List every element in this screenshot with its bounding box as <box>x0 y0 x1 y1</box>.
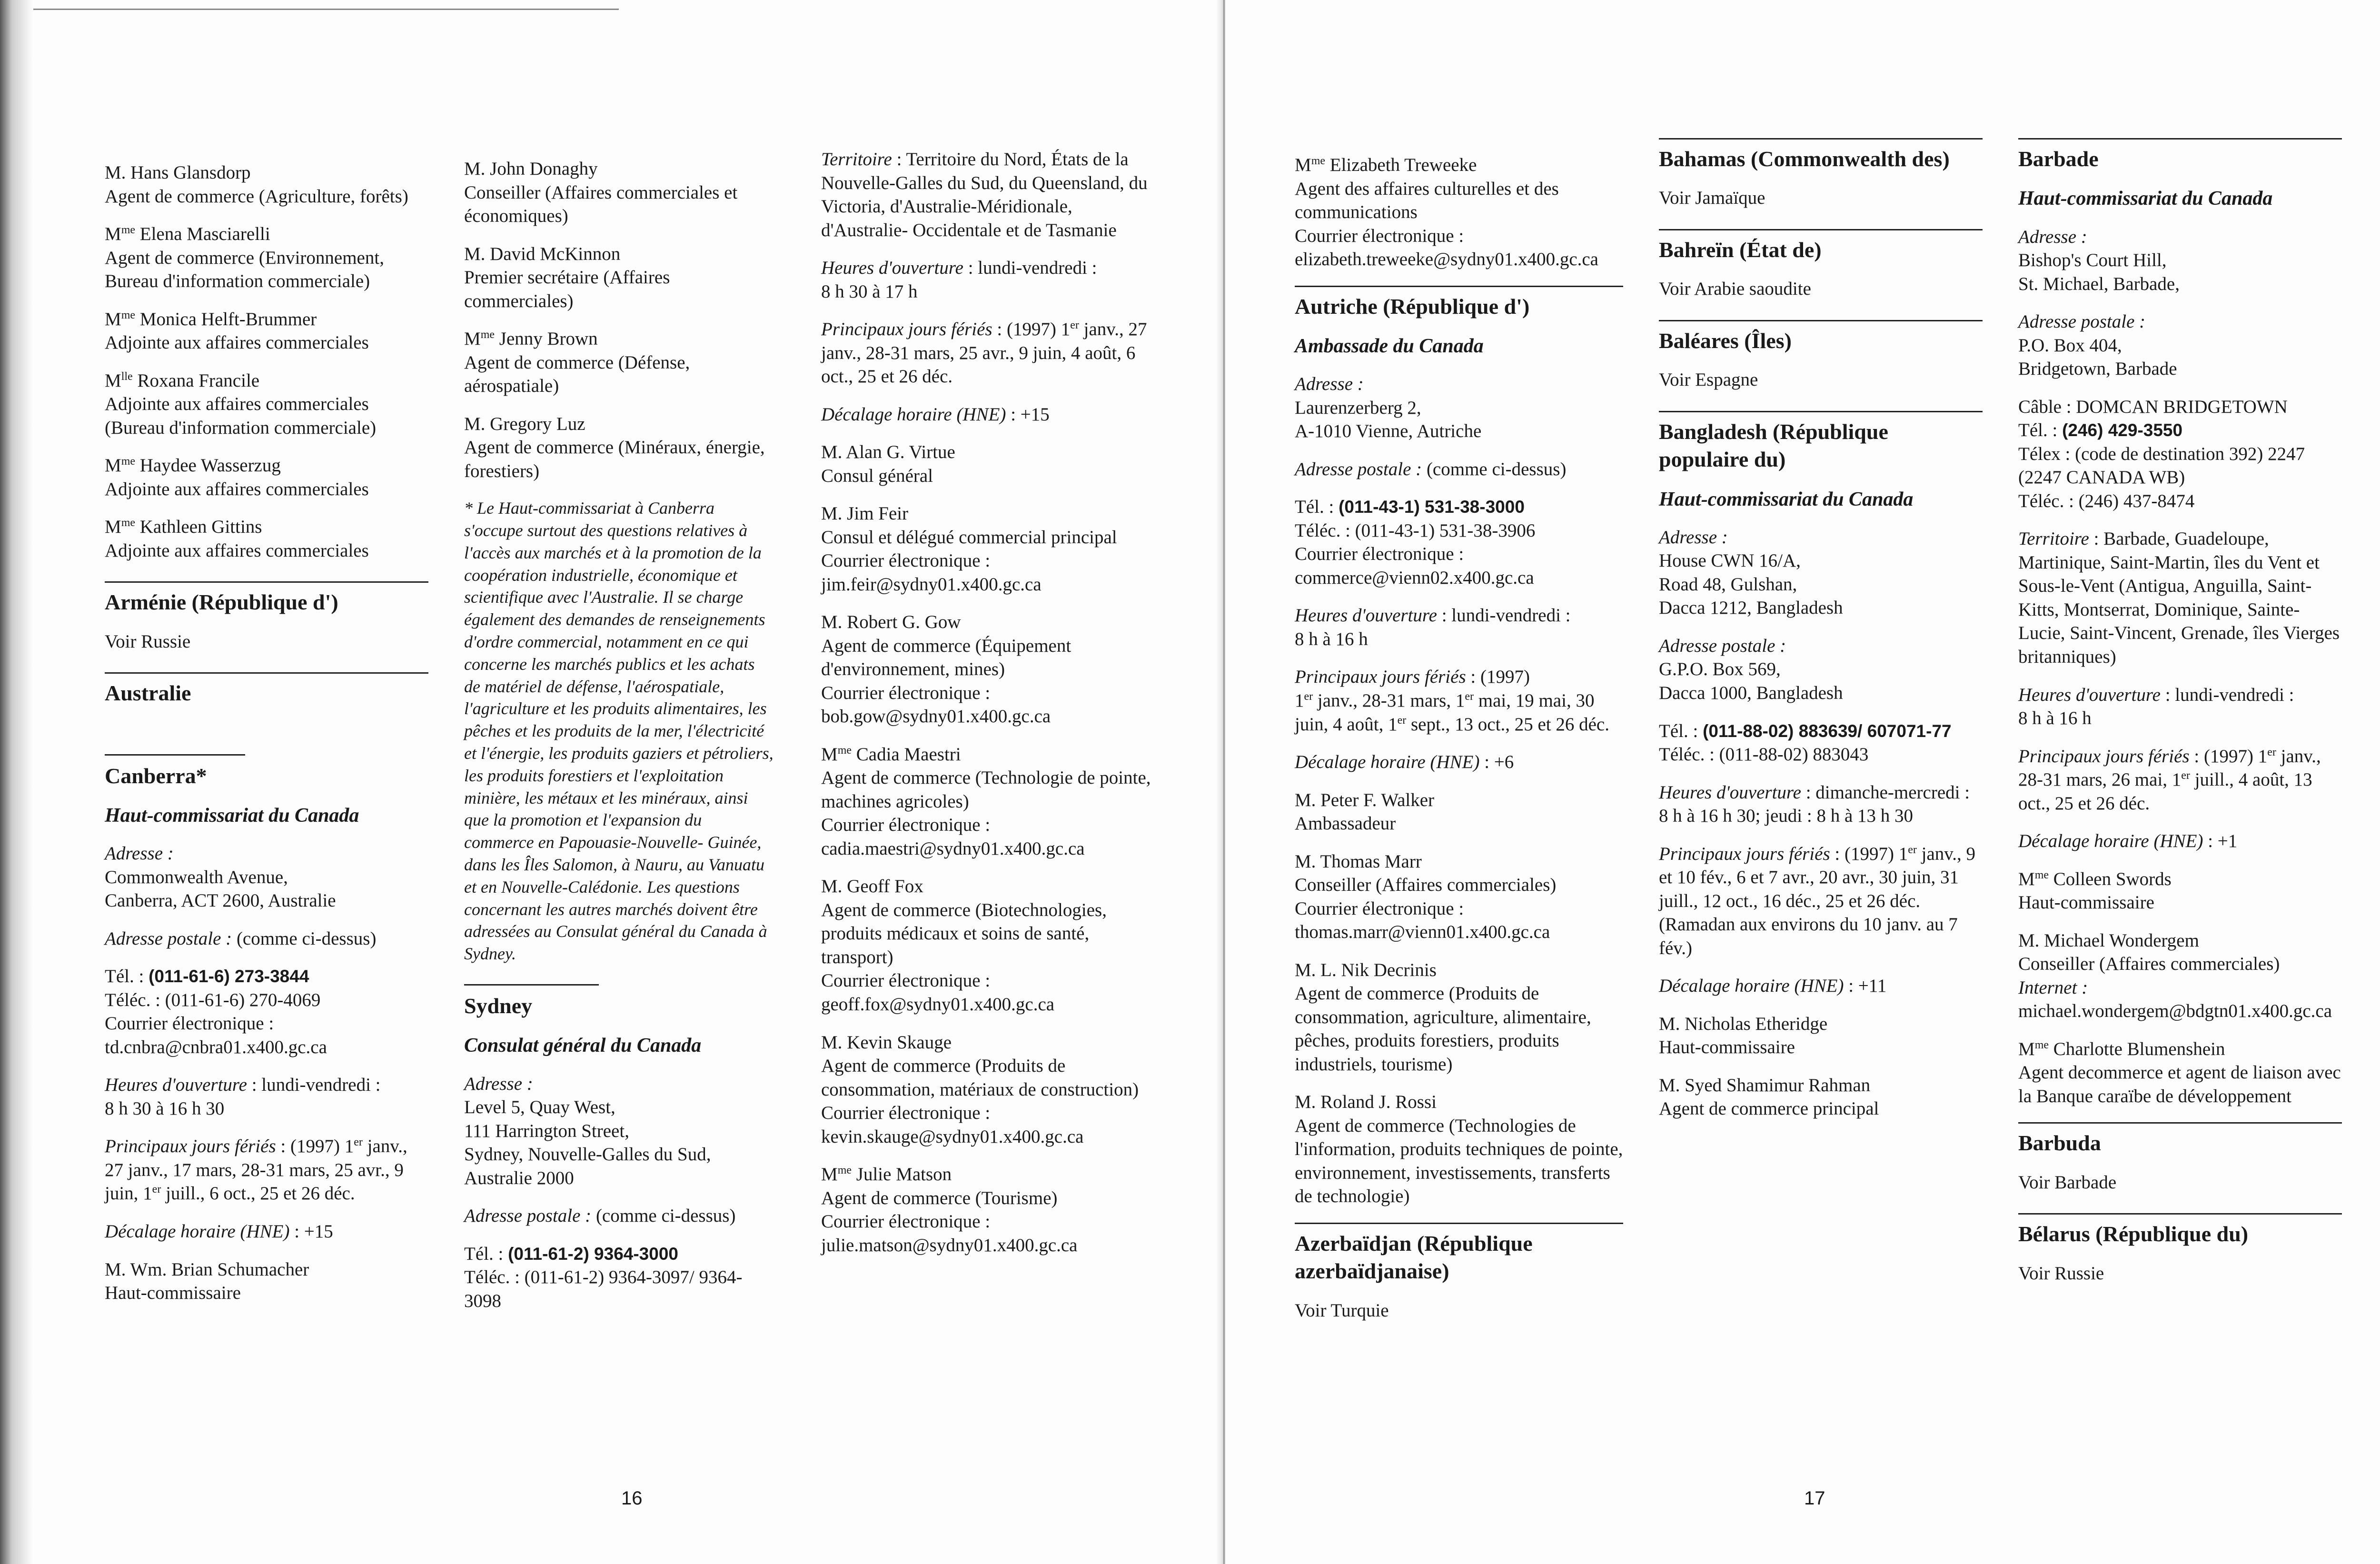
contact-block: Câble : DOMCAN BRIDGETOWN Tél. : (246) 429-3550 Télex : (code de destination 392) 2247 (2247 CANADA WB) Téléc. : (246) 437-8474 <box>2018 395 2342 513</box>
staff-title: Haut-commissaire <box>105 1283 241 1304</box>
staff-entry <box>105 308 428 355</box>
territory: Territoire : Territoire du Nord, États de la Nouvelle-Galles du Sud, du Queensland, du Victoria, d'Australie-Méridionale, d'Australie- Occidentale et de Tasmanie <box>821 149 1148 240</box>
opening-hours: Heures d'ouverture : lundi-vendredi : 8 h 30 à 16 h 30 <box>105 1075 381 1119</box>
staff-entry: M. Thomas Marr Conseiller (Affaires commerciales) Courrier électronique : thomas.marr@vienn01.x400.gc.ca <box>1295 851 1557 943</box>
staff-entry <box>105 161 428 208</box>
staff-entry: M. L. Nik Decrinis Agent de commerce (Produits de consommation, agriculture, alimentaire, pêches, produits forestiers, produits industriels, tourisme) <box>1295 959 1591 1075</box>
staff-name: M. Hans Glansdorp <box>105 162 251 183</box>
office-name: Haut-commissariat du Canada <box>1659 488 1914 510</box>
time-offset: Décalage horaire (HNE) : +11 <box>1659 976 1887 996</box>
staff-entry: M. Peter F. Walker Ambassadeur <box>1295 789 1435 834</box>
opening-hours: Heures d'ouverture : lundi-vendredi : 8 h à 16 h <box>1295 605 1571 649</box>
holidays: Principaux jours fériés : (1997) 1er janv., 28-31 mars, 26 mai, 1er juill., 4 août, 13 oct., 25 et 26 déc. <box>2018 746 2321 814</box>
staff-name: $M^{me}$ Haydee Wasserzug <box>105 455 281 476</box>
staff-entry: M. Roland J. Rossi Agent de commerce (Technologies de l'information, produits techniques de pointe, environnement, investissements, transferts de technologie) <box>1295 1092 1623 1207</box>
staff-entry <box>105 454 428 501</box>
staff-title: Agent de commerce (Agriculture, forêts) <box>105 186 408 207</box>
staff-entry: M. Kevin Skauge Agent de commerce (Produits de consommation, matériaux de construction) Courrier électronique : kevin.skauge@sydny01.x400.gc.ca <box>821 1032 1139 1147</box>
country-heading-autriche: Autriche (République d') <box>1295 286 1623 320</box>
country-heading-bangladesh: Bangladesh (République populaire du) <box>1659 411 1983 474</box>
address-line: Canberra, ACT 2600, Australie <box>105 890 336 911</box>
office-name: Haut-commissariat du Canada <box>105 804 359 827</box>
country-heading-australie: Australie <box>105 672 428 707</box>
right-page <box>1226 0 2380 1564</box>
see-reference: Voir Jamaïque <box>1659 188 1765 209</box>
page-number: 17 <box>1804 1488 1825 1509</box>
gutter-line <box>1223 0 1225 1564</box>
country-heading-belarus: Bélarus (République du) <box>2018 1213 2342 1248</box>
staff-entry <box>464 242 774 313</box>
office-name: Ambassade du Canada <box>1295 335 1484 357</box>
staff-name: $M^{lle}$ Roxana Francile <box>105 370 260 391</box>
country-heading-baleares: Baléares (Îles) <box>1659 320 1983 355</box>
staff-entry: M. Robert G. Gow Agent de commerce (Équipement d'environnement, mines) Courrier électronique : bob.gow@sydny01.x400.gc.ca <box>821 612 1071 727</box>
staff-name: M. Gregory Luz <box>464 413 585 434</box>
holidays: Principaux jours fériés : (1997) 1er janv., 9 et 10 fév., 6 et 7 avr., 20 avr., 30 juin, 31 juill., 12 oct., 16 déc., 25 et 26 déc. (Ramadan aux environs du 10 janv. au 7 fév.) <box>1659 843 1975 958</box>
postal-address: Adresse postale : (comme ci-dessus) <box>105 928 377 949</box>
fax: Téléc. : (011-61-6) 270-4069 <box>105 989 321 1010</box>
address-block: Adresse : Bishop's Court Hill, St. Michael, Barbade, <box>2018 226 2180 294</box>
time-offset: Décalage horaire (HNE) : +1 <box>2018 831 2238 852</box>
country-heading-azerbaidjan: Azerbaïdjan (République azerbaïdjanaise) <box>1295 1223 1623 1285</box>
staff-name: $M^{me}$ Kathleen Gittins <box>105 517 262 538</box>
address-label: Adresse : <box>105 843 174 864</box>
canberra-footnote: * Le Haut-commissariat à Canberra s'occupe surtout des questions relatives à l'accès aux marchés et à la promotion de la coopération industrielle, économique et scientifique avec l'Australie. Il se charge également des demandes de renseignements d'ordre commercial, notamment en ce qui concerne les marchés publics et les achats de matériel de défense, l'aérospatiale, l'agriculture et les produits alimentaires, les pêches et les produits de la mer, l'électricité et l'énergie, les produits gaziers et pétroliers, les produits forestiers et l'exploitation minière, les métaux et les minéraux, ainsi que la promotion et l'expansion du commerce en Papouasie-Nouvelle- Guinée, dans les Îles Salomon, à Nauru, au Vanuatu et en Nouvelle-Calédonie. Les questions concernant les autres marchés doivent être adressées au Consulat général du Canada à Sydney. <box>464 498 774 964</box>
staff-entry <box>105 222 428 293</box>
address-block: Adresse : Laurenzerberg 2, A-1010 Vienne, Autriche <box>1295 374 1482 442</box>
email-label: Courrier électronique : <box>105 1013 274 1034</box>
contact-block <box>464 1242 774 1313</box>
staff-title: Agent de commerce (Défense, aérospatiale) <box>464 352 690 397</box>
right-column-2 <box>1659 138 1983 1135</box>
contact-block: Tél. : (011-88-02) 883639/ 607071-77 Téléc. : (011-88-02) 883043 <box>1659 719 1983 767</box>
see-reference: Voir Russie <box>2018 1263 2104 1284</box>
opening-hours: Heures d'ouverture : lundi-vendredi : 8 h 30 à 17 h <box>821 258 1097 302</box>
staff-entry: M. Nicholas Etheridge Haut-commissaire <box>1659 1013 1828 1058</box>
contact-block <box>105 965 428 1059</box>
postal-address: Adresse postale : (comme ci-dessus) <box>1295 458 1567 479</box>
telephone: Tél. : (011-88-02) 883639/ 607071-77 <box>1659 720 1952 741</box>
territory: Territoire : Barbade, Guadeloupe, Martinique, Saint-Martin, îles du Vent et Sous-le-Vent (Antigua, Anguilla, Saint-Kitts, Montserrat, Dominique, Sainte-Lucie, Saint-Vincent, Grenade, îles Vierges britanniques) <box>2018 528 2340 667</box>
time-offset: Décalage horaire (HNE) : +15 <box>105 1221 333 1242</box>
staff-entry: M. Michael Wondergem Conseiller (Affaires commerciales) Internet : michael.wondergem@bdgtn01.x400.gc.ca <box>2018 930 2332 1022</box>
office-name: Consulat général du Canada <box>464 1035 702 1057</box>
left-column-2 <box>464 157 774 1327</box>
staff-entry: M. Alan G. Virtue Consul général <box>821 442 955 486</box>
page-number: 16 <box>621 1488 643 1509</box>
right-column-1 <box>1295 153 1623 1332</box>
office-name: Haut-commissariat du Canada <box>2018 188 2273 210</box>
contact-block: Tél. : (011-43-1) 531-38-3000 Téléc. : (011-43-1) 531-38-3906 Courrier électronique : commerce@vienn02.x400.gc.ca <box>1295 495 1623 589</box>
right-column-3 <box>2018 138 2342 1295</box>
telephone: Tél. : (246) 429-3550 <box>2018 420 2183 441</box>
staff-name: M. Wm. Brian Schumacher <box>105 1259 309 1280</box>
opening-hours: Heures d'ouverture : lundi-vendredi : 8 h à 16 h <box>2018 684 2294 729</box>
staff-entry <box>105 369 428 440</box>
left-column-1 <box>105 161 428 1319</box>
staff-entry: $M^{me}$ Elizabeth Treweeke Agent des affaires culturelles et des communications Courrier électronique : elizabeth.treweeke@sydny01.x400.gc.ca <box>1295 155 1598 270</box>
staff-entry <box>105 515 428 562</box>
staff-title: Adjointe aux affaires commerciales <box>105 332 369 353</box>
holidays: Principaux jours fériés : (1997) 1er janv., 27 janv., 28-31 mars, 25 avr., 9 juin, 4 août, 6 oct., 25 et 26 déc. <box>821 319 1147 387</box>
staff-entry: $M^{me}$ Charlotte Blumenshein Agent decommerce et agent de liaison avec la Banque caraïbe de développement <box>2018 1038 2341 1106</box>
staff-name: $M^{me}$ Jenny Brown <box>464 329 598 349</box>
holidays: Principaux jours fériés : (1997) 1er janv., 28-31 mars, 1er mai, 19 mai, 30 juin, 4 août, 1er sept., 13 oct., 25 et 26 déc. <box>1295 667 1609 735</box>
staff-title: Agent de commerce (Minéraux, énergie, forestiers) <box>464 437 765 481</box>
fax: Téléc. : (011-61-2) 9364-3097/ 9364-3098 <box>464 1267 743 1311</box>
staff-title: Premier secrétaire (Affaires commerciales) <box>464 267 670 311</box>
staff-entry: $M^{me}$ Colleen Swords Haut-commissaire <box>2018 868 2172 913</box>
city-heading-canberra: Canberra* <box>105 754 245 790</box>
staff-name: $M^{me}$ Elena Masciarelli <box>105 224 270 245</box>
country-heading-bahamas: Bahamas (Commonwealth des) <box>1659 138 1983 173</box>
staff-name: M. David McKinnon <box>464 243 621 264</box>
telephone: Tél. : (011-43-1) 531-38-3000 <box>1295 497 1525 518</box>
see-reference: Voir Turquie <box>1295 1300 1389 1321</box>
staff-entry <box>105 1258 428 1305</box>
staff-title: Adjointe aux affaires commerciales <box>105 478 369 499</box>
staff-title: Adjointe aux affaires commerciales <box>105 540 369 561</box>
opening-hours: Heures d'ouverture : dimanche-mercredi : 8 h à 16 h 30; jeudi : 8 h à 13 h 30 <box>1659 782 1970 827</box>
page-top-rule <box>33 9 619 10</box>
staff-entry: $M^{me}$ Julie Matson Agent de commerce (Tourisme) Courrier électronique : julie.matson@sydny01.x400.gc.ca <box>821 1164 1078 1255</box>
see-reference: Voir Arabie saoudite <box>1659 279 1811 299</box>
postal-address: Adresse postale : (comme ci-dessus) <box>464 1205 736 1226</box>
staff-title: Adjointe aux affaires commerciales (Bureau d'information commerciale) <box>105 394 377 438</box>
left-column-3 <box>821 148 1154 1271</box>
staff-entry: M. Syed Shamimur Rahman Agent de commerce principal <box>1659 1075 1879 1119</box>
country-heading-barbade: Barbade <box>2018 138 2342 173</box>
book-binding-shadow <box>0 0 33 1564</box>
staff-entry: M. Geoff Fox Agent de commerce (Biotechnologies, produits médicaux et soins de santé, transport) Courrier électronique : geoff.fox@sydny01.x400.gc.ca <box>821 876 1107 1015</box>
see-reference: Voir Espagne <box>1659 369 1758 390</box>
country-heading-armenie: Arménie (République d') <box>105 581 428 616</box>
country-heading-bahrein: Bahreïn (État de) <box>1659 229 1983 264</box>
telephone: Tél. : (011-61-2) 9364-3000 <box>464 1243 678 1264</box>
staff-title: Agent de commerce (Environnement, Bureau d'information commerciale) <box>105 247 384 292</box>
address-block: Adresse : Level 5, Quay West, 111 Harrington Street, Sydney, Nouvelle-Galles du Sud, Australie 2000 <box>464 1073 711 1188</box>
telephone: Tél. : (011-61-6) 273-3844 <box>105 966 309 987</box>
staff-entry: $M^{me}$ Cadia Maestri Agent de commerce (Technologie de pointe, machines agricoles) Courrier électronique : cadia.maestri@sydny01.x400.gc.ca <box>821 744 1151 859</box>
staff-title: Conseiller (Affaires commerciales et économiques) <box>464 182 738 227</box>
address-block: Adresse : House CWN 16/A, Road 48, Gulshan, Dacca 1212, Bangladesh <box>1659 527 1843 618</box>
holidays: Principaux jours fériés : (1997) 1er janv., 27 janv., 17 mars, 28-31 mars, 25 avr., 9 juin, 1er juill., 6 oct., 25 et 26 déc. <box>105 1136 407 1204</box>
postal-address: Adresse postale : G.P.O. Box 569, Dacca 1000, Bangladesh <box>1659 635 1843 703</box>
address-line: Commonwealth Avenue, <box>105 867 288 887</box>
staff-name: $M^{me}$ Monica Helft-Brummer <box>105 309 317 329</box>
staff-entry <box>464 327 774 398</box>
staff-entry <box>464 412 774 483</box>
postal-address: Adresse postale : P.O. Box 404, Bridgetown, Barbade <box>2018 311 2177 379</box>
see-reference: Voir Russie <box>105 631 191 652</box>
city-heading-sydney: Sydney <box>464 984 599 1020</box>
time-offset: Décalage horaire (HNE) : +15 <box>821 404 1050 425</box>
address-block <box>105 842 428 913</box>
email-address: td.cnbra@cnbra01.x400.gc.ca <box>105 1036 327 1057</box>
staff-entry <box>464 157 774 228</box>
staff-name: M. John Donaghy <box>464 159 598 179</box>
staff-entry: M. Jim Feir Consul et délégué commercial principal Courrier électronique : jim.feir@sydny01.x400.gc.ca <box>821 503 1117 595</box>
time-offset: Décalage horaire (HNE) : +6 <box>1295 752 1514 773</box>
country-heading-barbuda: Barbuda <box>2018 1122 2342 1157</box>
see-reference: Voir Barbade <box>2018 1172 2117 1193</box>
